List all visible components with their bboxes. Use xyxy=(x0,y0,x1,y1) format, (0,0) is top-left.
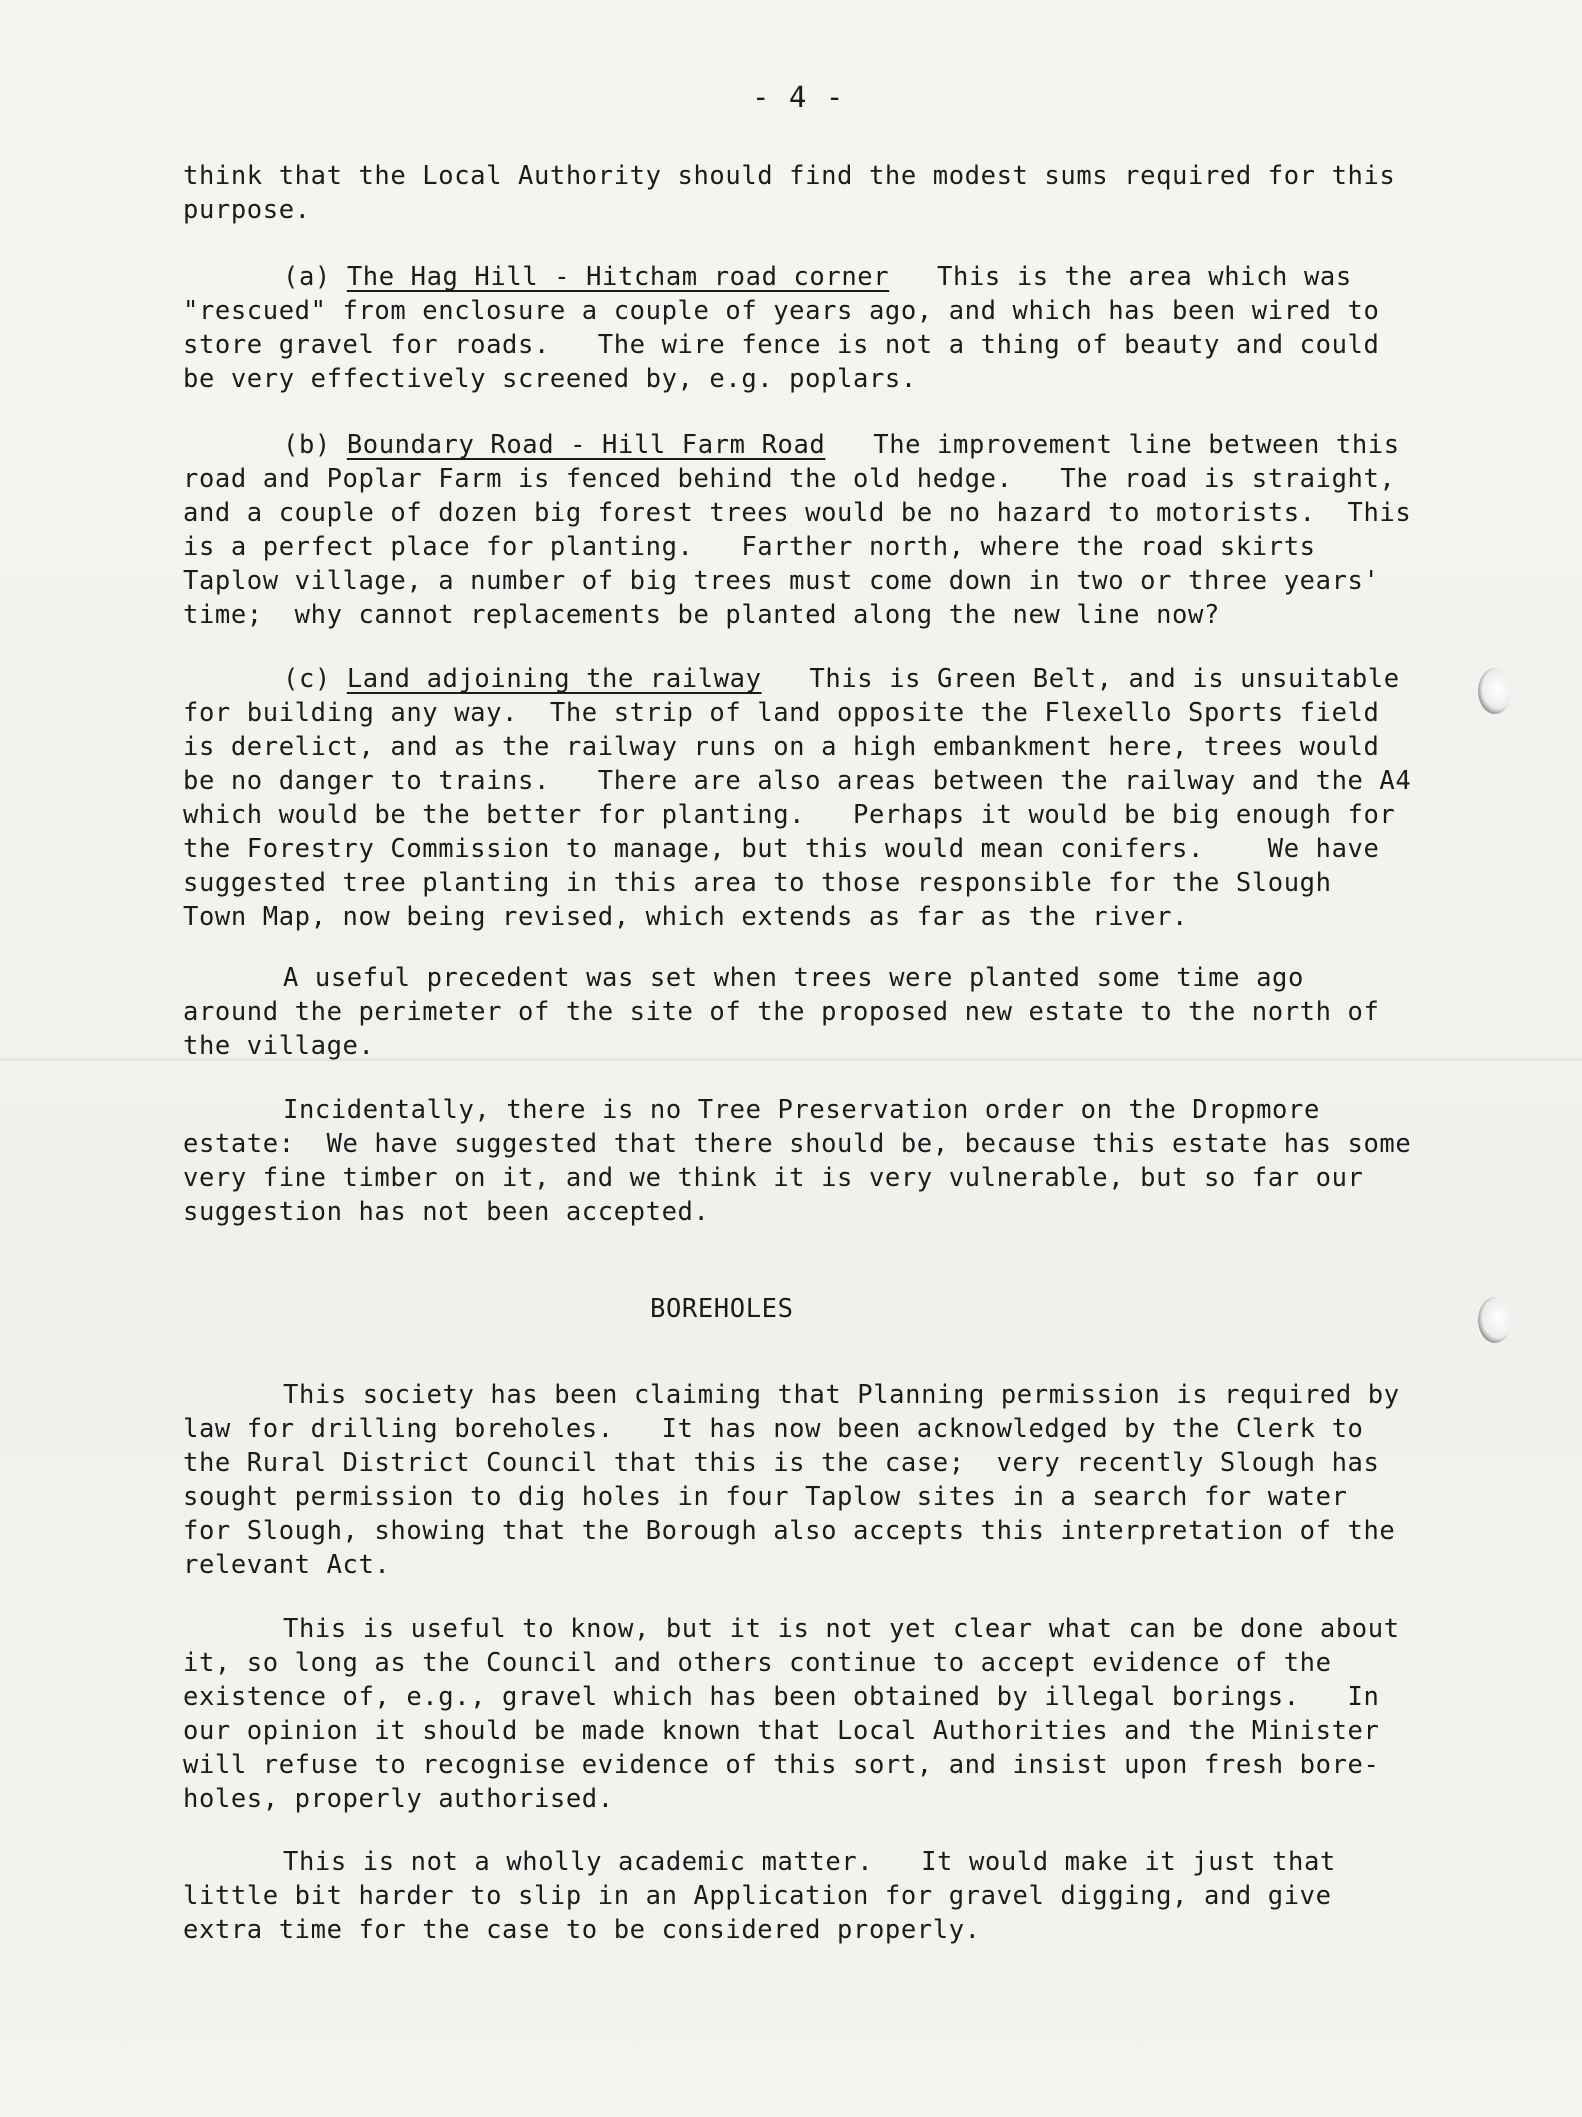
item-a-title: The Hag Hill - Hitcham road corner xyxy=(346,262,890,292)
text-line: This is not a wholly academic matter. It would make it just that xyxy=(283,1847,1336,1877)
text-line: suggestion has not been accepted. xyxy=(183,1197,710,1227)
item-b-title: Boundary Road - Hill Farm Road xyxy=(346,430,826,460)
text-line: A useful precedent was set when trees were planted some time ago xyxy=(283,963,1304,993)
text-line: it, so long as the Council and others continue to accept evidence of the xyxy=(183,1648,1332,1678)
text-line: "rescued" from enclosure a couple of years ago, and which has been wired to xyxy=(183,296,1380,326)
text-line: Taplow village, a number of big trees must come down in two or three years' xyxy=(183,566,1380,596)
page-number: - 4 - xyxy=(752,80,845,114)
item-a-label: (a) xyxy=(283,262,347,292)
text-line: relevant Act. xyxy=(183,1550,391,1580)
text-line: our opinion it should be made known that Local Authorities and the Minister xyxy=(183,1716,1380,1746)
text-line: around the perimeter of the site of the proposed new estate to the north of xyxy=(183,997,1380,1027)
text-line: store gravel for roads. The wire fence is not a thing of beauty and could xyxy=(183,330,1380,360)
text-line: the village. xyxy=(183,1031,375,1061)
text-line: This is useful to know, but it is not yet clear what can be done about xyxy=(283,1614,1400,1644)
punch-hole-upper xyxy=(1478,668,1512,714)
text-line: for building any way. The strip of land opposite the Flexello Sports field xyxy=(183,698,1380,728)
text-line: suggested tree planting in this area to those responsible for the Slough xyxy=(183,868,1332,898)
item-c-heading xyxy=(283,662,1400,696)
text-line: holes, properly authorised. xyxy=(183,1784,614,1814)
text-line: and a couple of dozen big forest trees would be no hazard to motorists. This xyxy=(183,498,1412,528)
text-line: Town Map, now being revised, which extends as far as the river. xyxy=(183,902,1188,932)
text-line: is derelict, and as the railway runs on a high embankment here, trees would xyxy=(183,732,1380,762)
text-line: extra time for the case to be considered properly. xyxy=(183,1915,981,1945)
text-line: be no danger to trains. There are also areas between the railway and the A4 xyxy=(183,766,1412,796)
section-heading-boreholes: BOREHOLES xyxy=(650,1294,794,1324)
text-line: which would be the better for planting. Perhaps it would be big enough for xyxy=(183,800,1396,830)
item-a-heading xyxy=(283,260,1352,294)
item-c-title: Land adjoining the railway xyxy=(346,664,762,694)
item-a-text: This is the area which was xyxy=(889,262,1352,292)
text-line: Incidentally, there is no Tree Preservation order on the Dropmore xyxy=(283,1095,1320,1125)
item-b-heading xyxy=(283,428,1400,462)
text-line: estate: We have suggested that there should be, because this estate has some xyxy=(183,1129,1412,1159)
text-line: This society has been claiming that Planning permission is required by xyxy=(283,1380,1400,1410)
item-c-text: This is Green Belt, and is unsuitable xyxy=(761,664,1400,694)
text-line: think that the Local Authority should find the modest sums required for this xyxy=(183,161,1396,191)
text-line: very fine timber on it, and we think it is very vulnerable, but so far our xyxy=(183,1163,1364,1193)
punch-hole-lower xyxy=(1478,1297,1512,1343)
text-line: will refuse to recognise evidence of this sort, and insist upon fresh bore- xyxy=(183,1750,1380,1780)
item-c-label: (c) xyxy=(283,664,347,694)
text-line: the Forestry Commission to manage, but this would mean conifers. We have xyxy=(183,834,1380,864)
text-line: sought permission to dig holes in four Taplow sites in a search for water xyxy=(183,1482,1348,1512)
text-line: little bit harder to slip in an Application for gravel digging, and give xyxy=(183,1881,1332,1911)
text-line: time; why cannot replacements be planted along the new line now? xyxy=(183,600,1220,630)
text-line: purpose. xyxy=(183,195,311,225)
text-line: be very effectively screened by, e.g. poplars. xyxy=(183,364,917,394)
text-line: law for drilling boreholes. It has now been acknowledged by the Clerk to xyxy=(183,1414,1364,1444)
text-line: is a perfect place for planting. Farther north, where the road skirts xyxy=(183,532,1316,562)
text-line: for Slough, showing that the Borough also accepts this interpretation of the xyxy=(183,1516,1396,1546)
text-line: the Rural District Council that this is the case; very recently Slough has xyxy=(183,1448,1380,1478)
text-line: existence of, e.g., gravel which has been obtained by illegal borings. In xyxy=(183,1682,1380,1712)
text-line: road and Poplar Farm is fenced behind the old hedge. The road is straight, xyxy=(183,464,1396,494)
item-b-text: The improvement line between this xyxy=(825,430,1400,460)
item-b-label: (b) xyxy=(283,430,347,460)
